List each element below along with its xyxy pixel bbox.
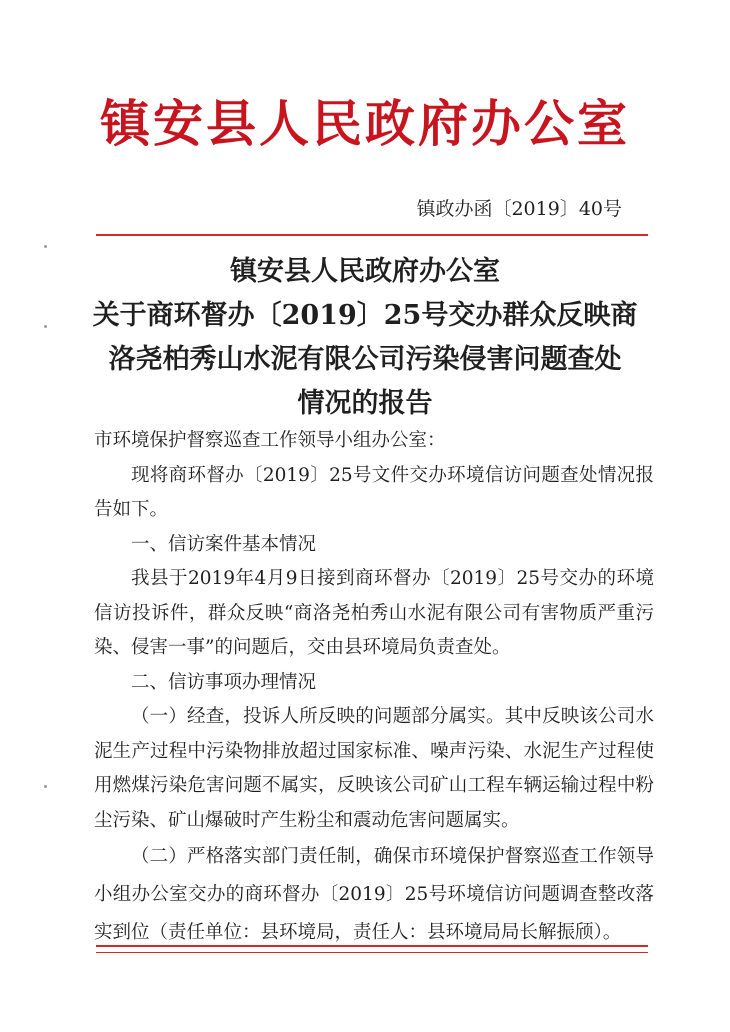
- letterhead-title: 镇安县人民政府办公室: [100, 94, 630, 153]
- title-line: 情况的报告: [297, 388, 433, 419]
- section1-paragraph: 我县于2019年4月9日接到商环督办〔2019〕25号交办的环境信访投诉件，群众反映“商洛尧柏秀山水泥有限公司有害物质严重污染、侵害一事”的问题后，交由县环境局负责查处。: [94, 568, 654, 658]
- title-line: 镇安县人民政府办公室: [230, 256, 500, 287]
- section-heading-1: 一、信访案件基本情况: [131, 533, 317, 555]
- report-body: [94, 424, 654, 952]
- red-divider-bottom-thin: [96, 952, 648, 953]
- red-divider-top: [96, 234, 648, 236]
- binding-hole-mark: [44, 785, 47, 788]
- title-line: 关于商环督办〔2019〕25号交办群众反映商: [92, 300, 638, 331]
- section-heading-2: 二、信访事项办理情况: [131, 671, 317, 693]
- red-divider-bottom: [96, 945, 648, 947]
- title-line: 洛尧柏秀山水泥有限公司污染侵害问题查处: [108, 344, 622, 375]
- binding-hole-mark: [44, 325, 47, 328]
- intro-paragraph: 现将商环督办〔2019〕25号文件交办环境信访问题查处情况报告如下。: [94, 464, 654, 520]
- item1-paragraph: （一）经查，投诉人所反映的问题部分属实。其中反映该公司水泥生产过程中污染物排放超过国家标准、噪声污染、水泥生产过程使用燃煤污染危害问题不属实，反映该公司矿山工程车辆运输过程中粉尘污染、矿山爆破时产生粉尘和震动危害问题属实。: [94, 706, 654, 831]
- item2-paragraph: （二）严格落实部门责任制，确保市环境保护督察巡查工作领导小组办公室交办的商环督办〔2019〕25号环境信访问题调查整改落实到位（责任单位：县环境局，责任人：县环境局局长解振颀）。: [94, 846, 654, 943]
- salutation: 市环境保护督察巡查工作领导小组办公室：: [94, 430, 446, 451]
- report-title: [0, 250, 730, 426]
- binding-hole-mark: [44, 245, 47, 248]
- document-number: 镇政办函〔2019〕40号: [416, 198, 622, 220]
